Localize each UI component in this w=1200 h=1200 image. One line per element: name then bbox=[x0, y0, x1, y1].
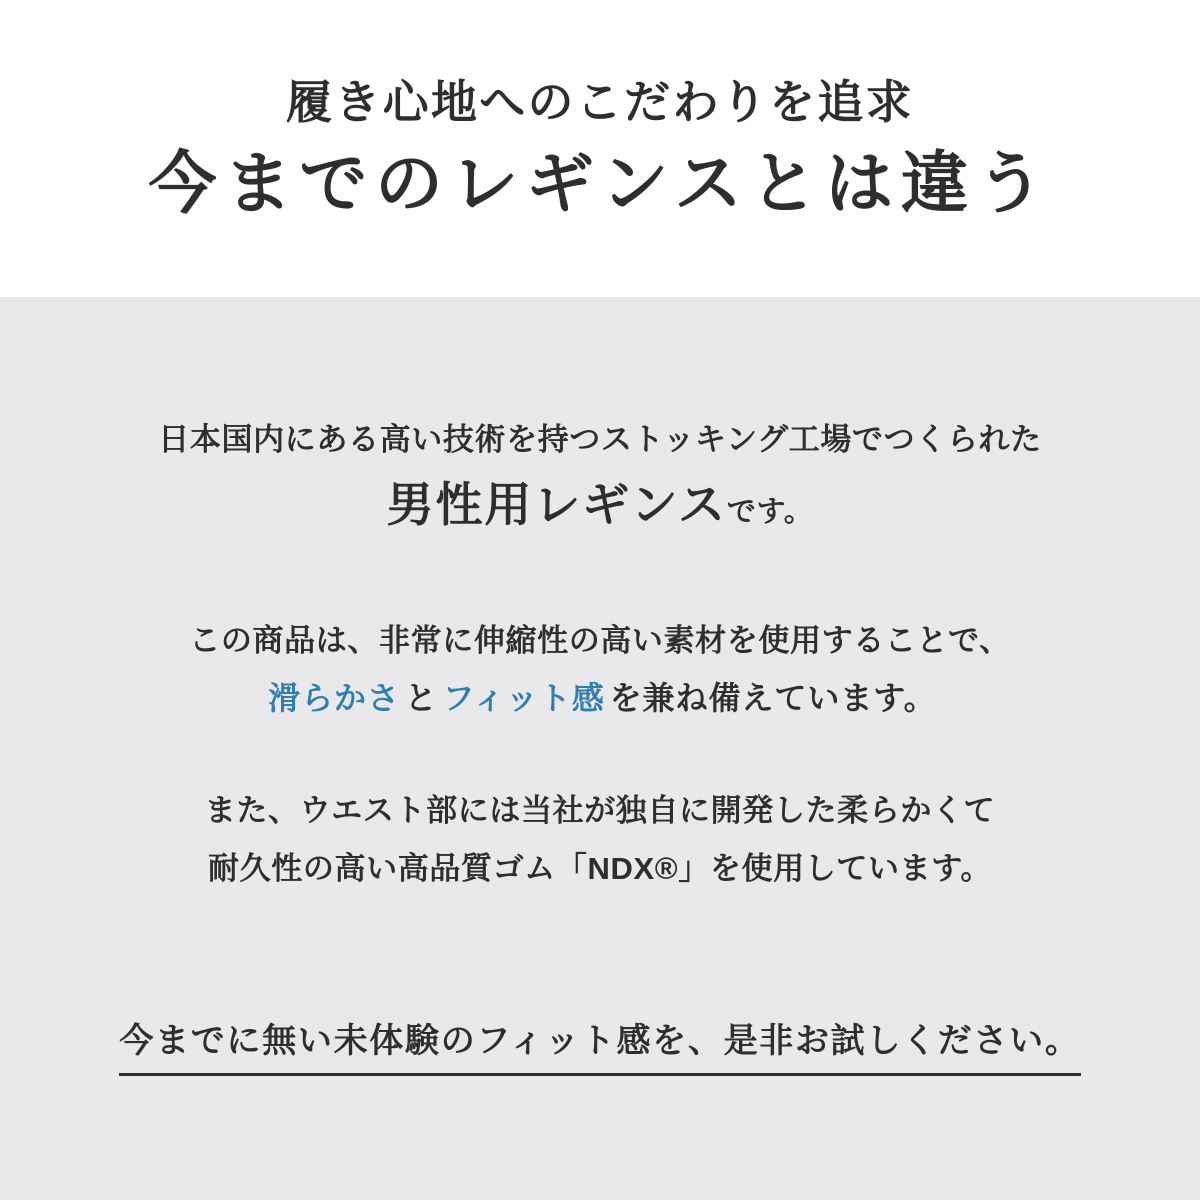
hero-subtitle: 履き心地へのこだわりを追求 bbox=[286, 76, 914, 128]
feature-highlight-smoothness: 滑らかさ bbox=[268, 680, 400, 716]
feature-suffix: を兼ね備えています。 bbox=[609, 680, 937, 716]
closing-text-underlined: 今までに無い未体験のフィット感を、是非お試しください。 bbox=[119, 1024, 1080, 1076]
product-name-text: 男性用レギンス bbox=[386, 478, 727, 531]
waist-line2: 耐久性の高い高品質ゴム「NDX®」を使用しています。 bbox=[208, 851, 992, 886]
product-name-suffix: です。 bbox=[726, 496, 814, 528]
closing-line bbox=[0, 1024, 1200, 1076]
waist-line1: また、ウエスト部には当社が独自に開発した柔らかくて bbox=[204, 793, 996, 828]
intro-line2 bbox=[0, 478, 1200, 531]
feature-line1: この商品は、非常に伸縮性の高い素材を使用することで、 bbox=[189, 623, 1011, 658]
feature-connector: と bbox=[404, 680, 438, 716]
feature-highlight-fit: フィット感 bbox=[442, 680, 605, 716]
feature-line2 bbox=[0, 682, 1200, 714]
hero-title: 今までのレギンスとは違う bbox=[148, 146, 1052, 222]
intro-line1: 日本国内にある高い技術を持つストッキング工場でつくられた bbox=[158, 422, 1042, 457]
